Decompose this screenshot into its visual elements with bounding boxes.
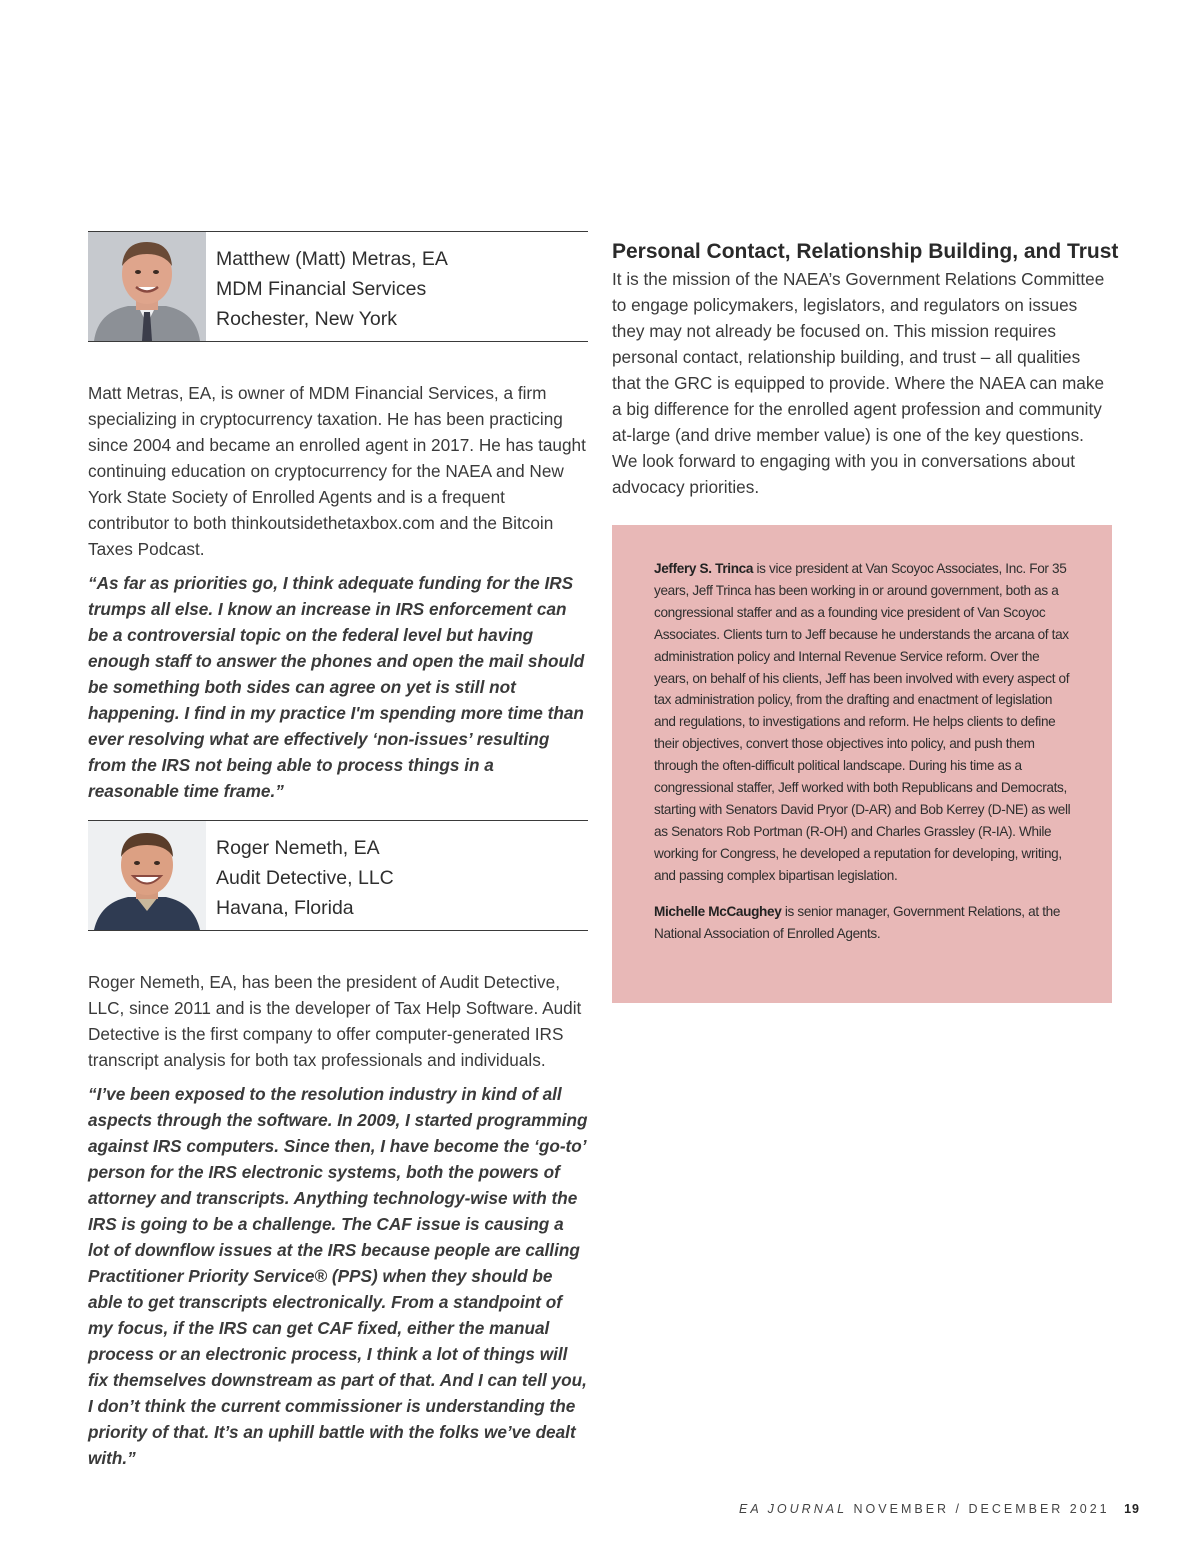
author-bio-trinca [654, 558, 1072, 887]
author-name: Michelle McCaughey [654, 903, 782, 919]
profile-company: Audit Detective, LLC [216, 867, 394, 889]
bio-nemeth: Roger Nemeth, EA, has been the president of Audit Detective, LLC, since 2011 and is the developer of Tax Help Software. Audit Detective is the first company to offer computer-generated IRS transcript analysis for both tax professionals and individuals. [88, 972, 582, 1070]
profile-name: Matthew (Matt) Metras, EA [216, 248, 448, 270]
section-body: It is the mission of the NAEA’s Government Relations Committee to engage policymakers, legislators, and regulators on issues they may not already be focused on. This mission requires personal contact, relationship building, and trust – all qualities that the GRC is equipped to provide. Where the NAEA can make a big difference for the enrolled agent profession and community at-large (and drive member value) is one of the key questions. We look forward to engaging with you in conversations about advocacy priorities. [612, 269, 1105, 497]
profile-info-metras [206, 232, 448, 341]
profile-company: MDM Financial Services [216, 278, 427, 300]
profile-card-nemeth [88, 820, 588, 931]
profile-card-metras [88, 231, 588, 342]
quote-metras: “As far as priorities go, I think adequate funding for the IRS trumps all else. I know an increase in IRS enforcement can be a controversial topic on the federal level but having enough staff to answer the phones and open the mail should be something both sides can agree on yet is still not happening. I find in my practice I'm spending more time than ever resolving what are effectively ‘non-issues’ resulting from the IRS not being able to process things in a reasonable time frame.” [88, 573, 585, 801]
page-footer [739, 1502, 1140, 1516]
author-description: is senior manager, Government Relations, at the National Association of Enrolled Agents. [654, 903, 1061, 941]
quote-nemeth: “I’ve been exposed to the resolution industry in kind of all aspects through the software. In 2009, I started programming against IRS computers. Since then, I have become the ‘go-to’ person for the IRS electronic systems, both the powers of attorney and transcripts. Anything technology-wise with the IRS is going to be a challenge. The CAF issue is causing a lot of downflow issues at the IRS because people are calling Practitioner Priority Service® (PPS) when they should be able to get transcripts electronically. From a standpoint of my focus, if the IRS can get CAF fixed, either the manual process or an electronic process, I think a lot of things will fix themselves downstream as part of that. And I can tell you, I don’t think the current commissioner is understanding the priority of that. It’s an uphill battle with the folks we’ve dealt with.” [88, 1084, 588, 1468]
page-number: 19 [1124, 1502, 1140, 1516]
right-column [612, 238, 1119, 500]
bio-metras: Matt Metras, EA, is owner of MDM Financial Services, a firm specializing in cryptocurrency taxation. He has been practicing since 2004 and became an enrolled agent in 2017. He has taught continuing education on cryptocurrency for the NAEA and New York State Society of Enrolled Agents and is a frequent contributor to both thinkoutsidethetaxbox.com and the Bitcoin Taxes Podcast. [88, 383, 586, 559]
headshot-photo-nemeth [88, 821, 206, 930]
profile-location: Rochester, New York [216, 308, 398, 330]
profile-info-nemeth [206, 821, 394, 930]
issue-date: NOVEMBER / DECEMBER 2021 [853, 1502, 1110, 1516]
profile-location: Havana, Florida [216, 897, 354, 919]
headshot-photo-metras [88, 232, 206, 341]
section-heading: Personal Contact, Relationship Building, and Trust [612, 240, 1119, 263]
author-bio-mccaughey [654, 901, 1072, 945]
author-name: Jeffery S. Trinca [654, 561, 754, 576]
profile-name: Roger Nemeth, EA [216, 837, 380, 859]
journal-title: EA JOURNAL [739, 1502, 848, 1516]
author-bio-sidebar [612, 525, 1112, 1003]
author-description: is vice president at Van Scoyoc Associates, Inc. For 35 years, Jeff Trinca has been working in or around government, both as a congressional staffer and as a founding vice president of Van Scoyoc Associates. Clients turn to Jeff because he understands the arcana of tax administration policy and Internal Revenue Service reform. Over the years, on behalf of his clients, Jeff has been involved with every aspect of tax administration policy, from the drafting and enactment of legislation and regulations, to investigations and reform. He helps clients to define their objectives, convert those objectives into policy, and push them through the often-difficult political landscape. During his time as a congressional staffer, Jeff worked with both Republicans and Democrats, starting with Senators David Pryor (D-AR) and Bob Kerrey (D-NE) as well as Senators Rob Portman (R-OH) and Charles Grassley (R-IA). While working for Congress, he developed a reputation for developing, writing, and passing complex bipartisan legislation. [654, 561, 1071, 883]
left-column [88, 231, 588, 1471]
